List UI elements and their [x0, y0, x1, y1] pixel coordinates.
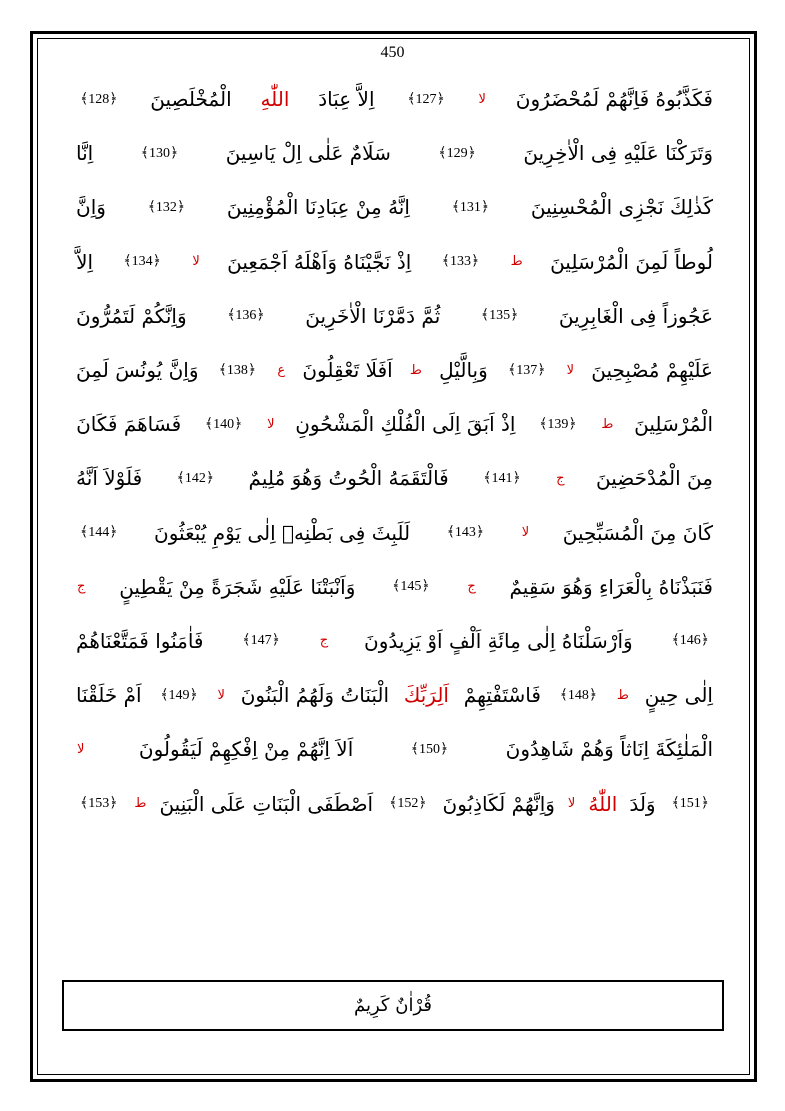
ayah-number: 150: [418, 741, 440, 757]
verse-text: عَلَيْهِمْ مُصْبِحِينَ: [591, 358, 713, 383]
ayah-number: 131: [459, 199, 481, 215]
quran-text-block: [76, 72, 713, 831]
verse-text: اِلٰى حِينٍ: [644, 683, 713, 708]
waqf-pause-mark: لا: [192, 254, 200, 270]
ayah-number-marker: ﴾139﴿: [539, 416, 577, 432]
ayah-number-marker: ﴾140﴿: [204, 416, 243, 432]
waqf-pause-mark: لا: [267, 416, 275, 432]
verse-text: وَبِالَّيْلِ: [439, 358, 488, 383]
ayah-number-marker: ﴾146﴿: [671, 633, 709, 649]
waqf-pause-mark: لا: [217, 687, 225, 703]
ayah-number: 153: [88, 796, 110, 812]
ayah-number: 138: [226, 362, 248, 378]
waqf-pause-mark: ج: [319, 633, 329, 649]
verse-text: عَجُوزاً فِى الْغَابِرِينَ: [558, 303, 713, 328]
ayah-number: 142: [184, 470, 206, 486]
ayah-number: 128: [88, 91, 110, 107]
verse-text: فَنَبَذْنَاهُ بِالْعَرَاءِ وَهُوَ سَقِيمٌ: [509, 574, 713, 599]
ayah-number-marker: ﴾153﴿: [80, 796, 118, 812]
highlighted-word: اللّٰهِ: [260, 87, 290, 112]
ayah-number-marker: ﴾135﴿: [480, 308, 519, 324]
ayah-number-marker: ﴾127﴿: [407, 91, 445, 107]
verse-text: فَسَاهَمَ فَكَانَ: [76, 412, 182, 437]
page-number: 450: [380, 44, 405, 61]
verse-text: فَاٰمَنُوا فَمَتَّعْنَاهُمْ: [76, 628, 204, 653]
text-line: [76, 72, 713, 126]
waqf-pause-mark: لا: [567, 796, 576, 812]
text-line: [76, 397, 713, 451]
verse-text: وَاِنَّ: [76, 195, 106, 220]
text-line: [76, 668, 713, 722]
verse-text: مِنَ الْمُدْحَضِينَ: [596, 466, 713, 491]
waqf-pause-mark: ع: [277, 362, 286, 378]
waqf-pause-mark: لا: [521, 525, 530, 541]
verse-text: وَاَنْبَتْنَا عَلَيْهِ شَجَرَةً مِنْ يَقْطِينٍ: [119, 574, 356, 599]
text-line: [76, 451, 713, 505]
text-line: [76, 180, 713, 234]
ayah-number: 144: [88, 525, 110, 541]
waqf-pause-mark: ط: [409, 362, 422, 378]
text-line: [76, 289, 713, 343]
verse-text: وَاِنَّ يُونُسَ لَمِنَ: [76, 358, 199, 383]
verse-text: لَلَبِثَ فِى بَطْنِهٖ اِلٰى يَوْمِ يُبْعَثُونَ: [154, 520, 411, 545]
ayah-number-marker: ﴾152﴿: [389, 796, 427, 812]
highlighted-word: اللّٰهُ: [588, 791, 618, 816]
verse-text: اِنَّهُ مِنْ عِبَادِنَا الْمُؤْمِنِينَ: [226, 195, 410, 220]
ayah-number: 139: [547, 416, 569, 432]
verse-text: وَتَرَكْنَا عَلَيْهِ فِى الْاٰخِرِينَ: [523, 141, 713, 166]
verse-text: سَلَامٌ عَلٰى اِلْ يَاسِينَ: [225, 141, 391, 166]
ayah-number: 127: [415, 91, 437, 107]
text-line: [76, 343, 713, 397]
waqf-pause-mark: لا: [478, 91, 486, 107]
ayah-number: 152: [397, 796, 419, 812]
footer-title: قُرْاٰنٌ كَرِيمٌ: [354, 995, 432, 1016]
ayah-number: 148: [567, 687, 589, 703]
ayah-number: 130: [148, 145, 170, 161]
text-line: [76, 776, 713, 830]
ayah-number-marker: ﴾133﴿: [441, 254, 480, 270]
text-line: [76, 506, 713, 560]
text-line: [76, 235, 713, 289]
waqf-pause-mark: ط: [510, 254, 523, 270]
verse-text: وَاِنَّكُمْ لَتَمُرُّونَ: [76, 303, 187, 328]
ayah-number-marker: ﴾136﴿: [227, 308, 265, 324]
verse-text: فَكَذَّبُوهُ فَاِنَّهُمْ لَمُحْضَرُونَ: [515, 87, 713, 112]
verse-text: كَذٰلِكَ نَجْزِى الْمُحْسِنِينَ: [530, 195, 713, 220]
ayah-number-marker: ﴾129﴿: [438, 145, 476, 161]
verse-text: لُوطاً لَمِنَ الْمُرْسَلِينَ: [550, 249, 713, 274]
waqf-pause-mark: ج: [556, 470, 565, 486]
ayah-number: 143: [454, 525, 476, 541]
ayah-number-marker: ﴾148﴿: [559, 687, 598, 703]
highlighted-word: اَلِرَبِّكَ: [403, 683, 449, 708]
ayah-number: 141: [491, 470, 513, 486]
ayah-number-marker: ﴾145﴿: [392, 579, 430, 595]
verse-text: وَاَرْسَلْنَاهُ اِلٰى مِائَةِ اَلْفٍ اَوْ يَزِيدُونَ: [364, 628, 633, 653]
ayah-number: 147: [250, 633, 272, 649]
verse-text: اَلاَ اِنَّهُمْ مِنْ اِفْكِهِمْ لَيَقُولُونَ: [138, 737, 354, 762]
ayah-number: 151: [679, 796, 701, 812]
waqf-pause-mark: ط: [134, 796, 147, 812]
text-line: [76, 560, 713, 614]
verse-text: اِذْ نَجَّيْنَاهُ وَاَهْلَهُ اَجْمَعِينَ: [227, 249, 412, 274]
ayah-number-marker: ﴾151﴿: [671, 796, 709, 812]
waqf-pause-mark: لا: [566, 362, 575, 378]
ayah-number-marker: ﴾150﴿: [410, 741, 449, 757]
verse-text: الْمُرْسَلِينَ: [634, 412, 713, 437]
text-line: [76, 614, 713, 668]
verse-text: فَاسْتَفْتِهِمْ: [463, 683, 541, 708]
ayah-number: 145: [400, 579, 422, 595]
ayah-number-marker: ﴾144﴿: [80, 525, 118, 541]
ayah-number-marker: ﴾130﴿: [140, 145, 179, 161]
verse-text: اَمْ خَلَقْنَا: [76, 683, 142, 708]
verse-text: فَالْتَقَمَهُ الْحُوتُ وَهُوَ مُلِيمٌ: [248, 466, 449, 491]
ayah-number: 135: [489, 308, 511, 324]
waqf-pause-mark: ج: [77, 579, 86, 595]
ayah-number: 132: [155, 199, 177, 215]
ayah-number-marker: ﴾132﴿: [147, 199, 186, 215]
verse-text: الْمُخْلَصِينَ: [150, 87, 232, 112]
ayah-number: 146: [679, 633, 701, 649]
waqf-pause-mark: ج: [467, 579, 476, 595]
ayah-number-marker: ﴾138﴿: [218, 362, 257, 378]
footer-box: [62, 980, 724, 1031]
ayah-number: 149: [168, 687, 190, 703]
verse-text: فَلَوْلاَ اَنَّهُ: [76, 466, 143, 491]
ayah-number-marker: ﴾137﴿: [507, 362, 546, 378]
verse-text: اَفَلَا تَعْقِلُونَ: [302, 358, 393, 383]
verse-text: وَلَدَ: [629, 791, 656, 816]
ayah-number-marker: ﴾142﴿: [176, 470, 215, 486]
waqf-pause-mark: لا: [77, 741, 85, 757]
verse-text: ثُمَّ دَمَّرْنَا الْاٰخَرِينَ: [305, 303, 441, 328]
ayah-number: 134: [131, 254, 153, 270]
verse-text: اِذْ اَبَقَ اِلَى الْفُلْكِ الْمَشْحُونِ: [295, 412, 516, 437]
ayah-number-marker: ﴾141﴿: [483, 470, 521, 486]
verse-text: وَاِنَّهُمْ لَكَاذِبُونَ: [442, 791, 555, 816]
verse-text: اِلاَّ: [76, 249, 94, 274]
ayah-number: 133: [449, 254, 471, 270]
ayah-number-marker: ﴾131﴿: [451, 199, 490, 215]
ayah-number: 129: [446, 145, 468, 161]
verse-text: اِنَّا: [76, 141, 94, 166]
verse-text: اَصْطَفَى الْبَنَاتِ عَلَى الْبَنِينَ: [159, 791, 374, 816]
ayah-number: 137: [516, 362, 538, 378]
ayah-number: 140: [213, 416, 235, 432]
text-line: [76, 126, 713, 180]
ayah-number-marker: ﴾149﴿: [160, 687, 198, 703]
ayah-number: 136: [235, 308, 257, 324]
ayah-number-marker: ﴾134﴿: [123, 254, 161, 270]
ayah-number-marker: ﴾143﴿: [446, 525, 485, 541]
verse-text: الْمَلٰئِكَةَ اِنَاثاً وَهُمْ شَاهِدُونَ: [505, 737, 713, 762]
ayah-number-marker: ﴾128﴿: [80, 91, 118, 107]
waqf-pause-mark: ط: [601, 416, 614, 432]
text-line: [76, 722, 713, 776]
ayah-number-marker: ﴾147﴿: [242, 633, 280, 649]
verse-text: كَانَ مِنَ الْمُسَبِّحِينَ: [562, 520, 713, 545]
verse-text: الْبَنَاتُ وَلَهُمُ الْبَنُونَ: [240, 683, 390, 708]
verse-text: اِلاَّ عِبَادَ: [318, 87, 375, 112]
waqf-pause-mark: ط: [616, 687, 629, 703]
